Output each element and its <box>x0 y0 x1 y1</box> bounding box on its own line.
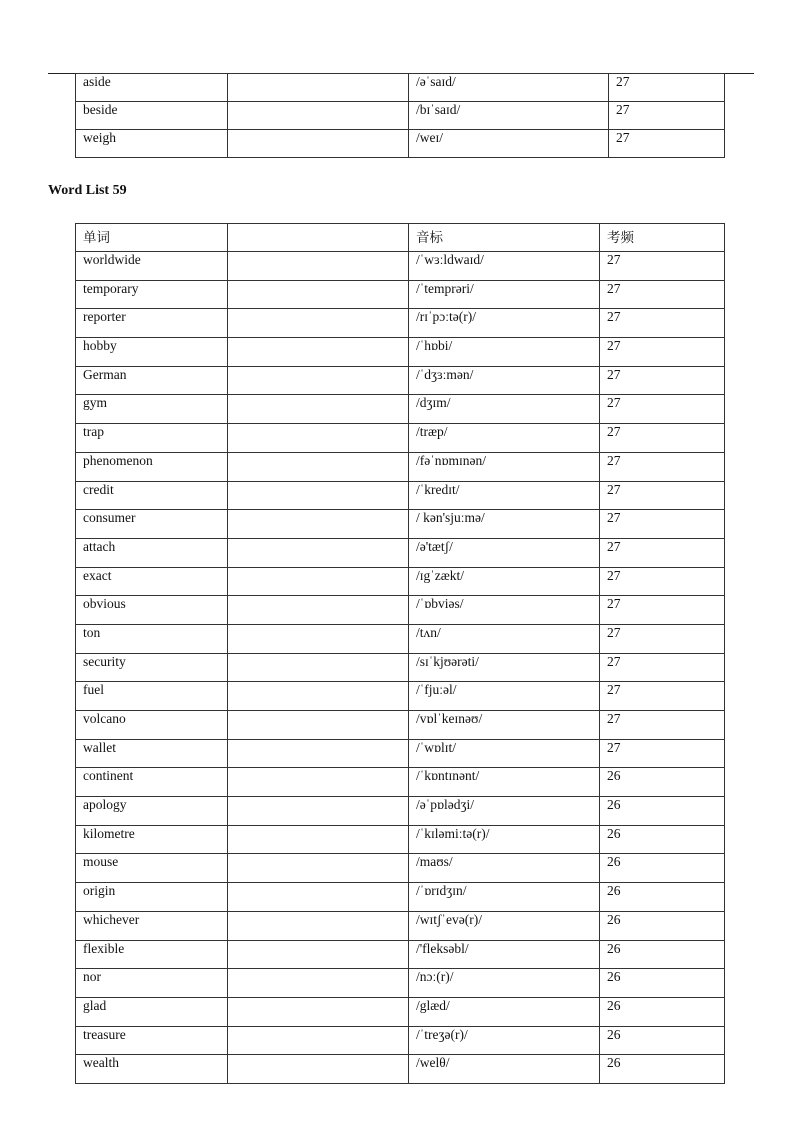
cell-word: temporary <box>76 280 228 309</box>
cell-word: credit <box>76 481 228 510</box>
cell-word: attach <box>76 538 228 567</box>
table-row <box>76 309 725 338</box>
table-row <box>76 1055 725 1084</box>
cell-frequency: 27 <box>600 653 725 682</box>
cell-meaning <box>228 854 409 883</box>
cell-frequency: 27 <box>600 711 725 740</box>
cell-meaning <box>228 911 409 940</box>
table-row <box>76 567 725 596</box>
cell-phonetic: /ˈtemprəri/ <box>409 280 600 309</box>
cell-meaning <box>228 424 409 453</box>
table-row <box>76 768 725 797</box>
cell-word: security <box>76 653 228 682</box>
cell-frequency: 27 <box>600 280 725 309</box>
header-frequency: 考频 <box>600 224 725 252</box>
table-row <box>76 825 725 854</box>
cell-phonetic: /ˈkredɪt/ <box>409 481 600 510</box>
cell-phonetic: /sɪˈkjʊərəti/ <box>409 653 600 682</box>
cell-word: ton <box>76 624 228 653</box>
cell-word: origin <box>76 883 228 912</box>
cell-phonetic: /glæd/ <box>409 997 600 1026</box>
cell-meaning <box>228 395 409 424</box>
cell-phonetic: /welθ/ <box>409 1055 600 1084</box>
table-row <box>76 883 725 912</box>
cell-frequency: 26 <box>600 1055 725 1084</box>
cell-word: trap <box>76 424 228 453</box>
cell-meaning <box>228 1026 409 1055</box>
cell-meaning <box>228 102 409 130</box>
word-list-table-body <box>76 224 725 1084</box>
cell-frequency: 27 <box>600 252 725 281</box>
cell-word: hobby <box>76 338 228 367</box>
table-row <box>76 596 725 625</box>
cell-word: kilometre <box>76 825 228 854</box>
cell-meaning <box>228 739 409 768</box>
table-row <box>76 682 725 711</box>
cell-meaning <box>228 883 409 912</box>
cell-meaning <box>228 997 409 1026</box>
word-list-table <box>75 223 725 1084</box>
cell-word: phenomenon <box>76 452 228 481</box>
table-row <box>76 711 725 740</box>
cell-frequency: 27 <box>600 510 725 539</box>
table-row <box>76 797 725 826</box>
cell-meaning <box>228 653 409 682</box>
table-row <box>76 252 725 281</box>
table-row <box>76 739 725 768</box>
header-meaning <box>228 224 409 252</box>
cell-meaning <box>228 452 409 481</box>
cell-word: beside <box>76 102 228 130</box>
cell-frequency: 26 <box>600 969 725 998</box>
cell-meaning <box>228 309 409 338</box>
cell-phonetic: /ˈhɒbi/ <box>409 338 600 367</box>
cell-word: continent <box>76 768 228 797</box>
table-row <box>76 911 725 940</box>
cell-phonetic: /nɔː(r)/ <box>409 969 600 998</box>
cell-frequency: 26 <box>600 1026 725 1055</box>
header-phonetic: 音标 <box>409 224 600 252</box>
cell-word: German <box>76 366 228 395</box>
cell-frequency: 27 <box>600 567 725 596</box>
cell-frequency: 27 <box>600 481 725 510</box>
cell-phonetic: /ˈfjuːəl/ <box>409 682 600 711</box>
cell-meaning <box>228 768 409 797</box>
table-row <box>76 854 725 883</box>
table-row <box>76 130 725 158</box>
cell-meaning <box>228 538 409 567</box>
cell-frequency: 27 <box>609 130 725 158</box>
cell-frequency: 27 <box>600 366 725 395</box>
table-header-row <box>76 224 725 252</box>
cell-meaning <box>228 596 409 625</box>
cell-meaning <box>228 366 409 395</box>
cell-phonetic: /ɪgˈzækt/ <box>409 567 600 596</box>
table-row <box>76 338 725 367</box>
cell-word: weigh <box>76 130 228 158</box>
cell-frequency: 26 <box>600 997 725 1026</box>
cell-frequency: 27 <box>600 596 725 625</box>
cell-phonetic: /ˈtreʒə(r)/ <box>409 1026 600 1055</box>
cell-word: exact <box>76 567 228 596</box>
cell-meaning <box>228 338 409 367</box>
cell-phonetic: /ˈwɒlɪt/ <box>409 739 600 768</box>
cell-phonetic: /vɒlˈkeɪnəʊ/ <box>409 711 600 740</box>
cell-phonetic: /əˈpɒlədʒi/ <box>409 797 600 826</box>
cell-frequency: 27 <box>600 338 725 367</box>
cell-word: wealth <box>76 1055 228 1084</box>
cell-word: gym <box>76 395 228 424</box>
cell-meaning <box>228 74 409 102</box>
cell-phonetic: /træp/ <box>409 424 600 453</box>
cell-meaning <box>228 797 409 826</box>
cell-word: reporter <box>76 309 228 338</box>
cell-word: obvious <box>76 596 228 625</box>
cell-phonetic: /weɪ/ <box>409 130 609 158</box>
cell-phonetic: / kən'sjuːmə/ <box>409 510 600 539</box>
table-row <box>76 481 725 510</box>
cell-frequency: 27 <box>600 452 725 481</box>
cell-frequency: 26 <box>600 768 725 797</box>
header-word: 单词 <box>76 224 228 252</box>
cell-word: volcano <box>76 711 228 740</box>
cell-phonetic: /maʊs/ <box>409 854 600 883</box>
cell-meaning <box>228 567 409 596</box>
table-row <box>76 538 725 567</box>
cell-phonetic: /rɪˈpɔːtə(r)/ <box>409 309 600 338</box>
cell-phonetic: /dʒɪm/ <box>409 395 600 424</box>
cell-phonetic: /wɪtʃˈevə(r)/ <box>409 911 600 940</box>
cell-word: apology <box>76 797 228 826</box>
cell-frequency: 27 <box>600 739 725 768</box>
cell-frequency: 27 <box>600 624 725 653</box>
cell-meaning <box>228 252 409 281</box>
cell-word: consumer <box>76 510 228 539</box>
table-row <box>76 624 725 653</box>
cell-word: whichever <box>76 911 228 940</box>
cell-phonetic: /ˈdʒɜːmən/ <box>409 366 600 395</box>
cell-meaning <box>228 481 409 510</box>
cell-frequency: 26 <box>600 854 725 883</box>
cell-frequency: 26 <box>600 940 725 969</box>
cell-word: fuel <box>76 682 228 711</box>
cell-frequency: 27 <box>609 74 725 102</box>
cell-phonetic: /əˈsaɪd/ <box>409 74 609 102</box>
table-row <box>76 366 725 395</box>
cell-meaning <box>228 510 409 539</box>
table-row <box>76 280 725 309</box>
cell-word: flexible <box>76 940 228 969</box>
cell-word: mouse <box>76 854 228 883</box>
table-row <box>76 395 725 424</box>
cell-meaning <box>228 280 409 309</box>
cell-frequency: 27 <box>600 424 725 453</box>
cell-word: treasure <box>76 1026 228 1055</box>
cell-frequency: 27 <box>600 309 725 338</box>
previous-word-table-body <box>76 74 725 158</box>
cell-phonetic: /ə'tætʃ/ <box>409 538 600 567</box>
cell-meaning <box>228 969 409 998</box>
table-row <box>76 452 725 481</box>
cell-phonetic: /ˈɒrɪdʒɪn/ <box>409 883 600 912</box>
table-row <box>76 510 725 539</box>
cell-phonetic: /ˈɒbviəs/ <box>409 596 600 625</box>
cell-word: glad <box>76 997 228 1026</box>
cell-phonetic: /ˈkɒntɪnənt/ <box>409 768 600 797</box>
section-heading: Word List 59 <box>48 183 127 198</box>
table-row <box>76 969 725 998</box>
cell-meaning <box>228 1055 409 1084</box>
cell-phonetic: /ˈkɪləmiːtə(r)/ <box>409 825 600 854</box>
cell-word: aside <box>76 74 228 102</box>
cell-frequency: 26 <box>600 825 725 854</box>
cell-meaning <box>228 711 409 740</box>
cell-frequency: 27 <box>600 395 725 424</box>
table-row <box>76 102 725 130</box>
cell-meaning <box>228 682 409 711</box>
cell-frequency: 26 <box>600 911 725 940</box>
cell-meaning <box>228 940 409 969</box>
cell-phonetic: /bɪˈsaɪd/ <box>409 102 609 130</box>
cell-phonetic: /fəˈnɒmɪnən/ <box>409 452 600 481</box>
cell-frequency: 26 <box>600 797 725 826</box>
previous-word-table <box>75 73 725 158</box>
table-row <box>76 74 725 102</box>
cell-frequency: 27 <box>600 682 725 711</box>
cell-meaning <box>228 624 409 653</box>
cell-meaning <box>228 130 409 158</box>
table-row <box>76 1026 725 1055</box>
cell-frequency: 27 <box>609 102 725 130</box>
table-row <box>76 940 725 969</box>
cell-phonetic: /'fleksəbl/ <box>409 940 600 969</box>
cell-frequency: 27 <box>600 538 725 567</box>
cell-meaning <box>228 825 409 854</box>
cell-phonetic: /tʌn/ <box>409 624 600 653</box>
cell-phonetic: /ˈwɜːldwaɪd/ <box>409 252 600 281</box>
cell-frequency: 26 <box>600 883 725 912</box>
table-row <box>76 653 725 682</box>
cell-word: nor <box>76 969 228 998</box>
table-row <box>76 424 725 453</box>
cell-word: wallet <box>76 739 228 768</box>
cell-word: worldwide <box>76 252 228 281</box>
table-row <box>76 997 725 1026</box>
